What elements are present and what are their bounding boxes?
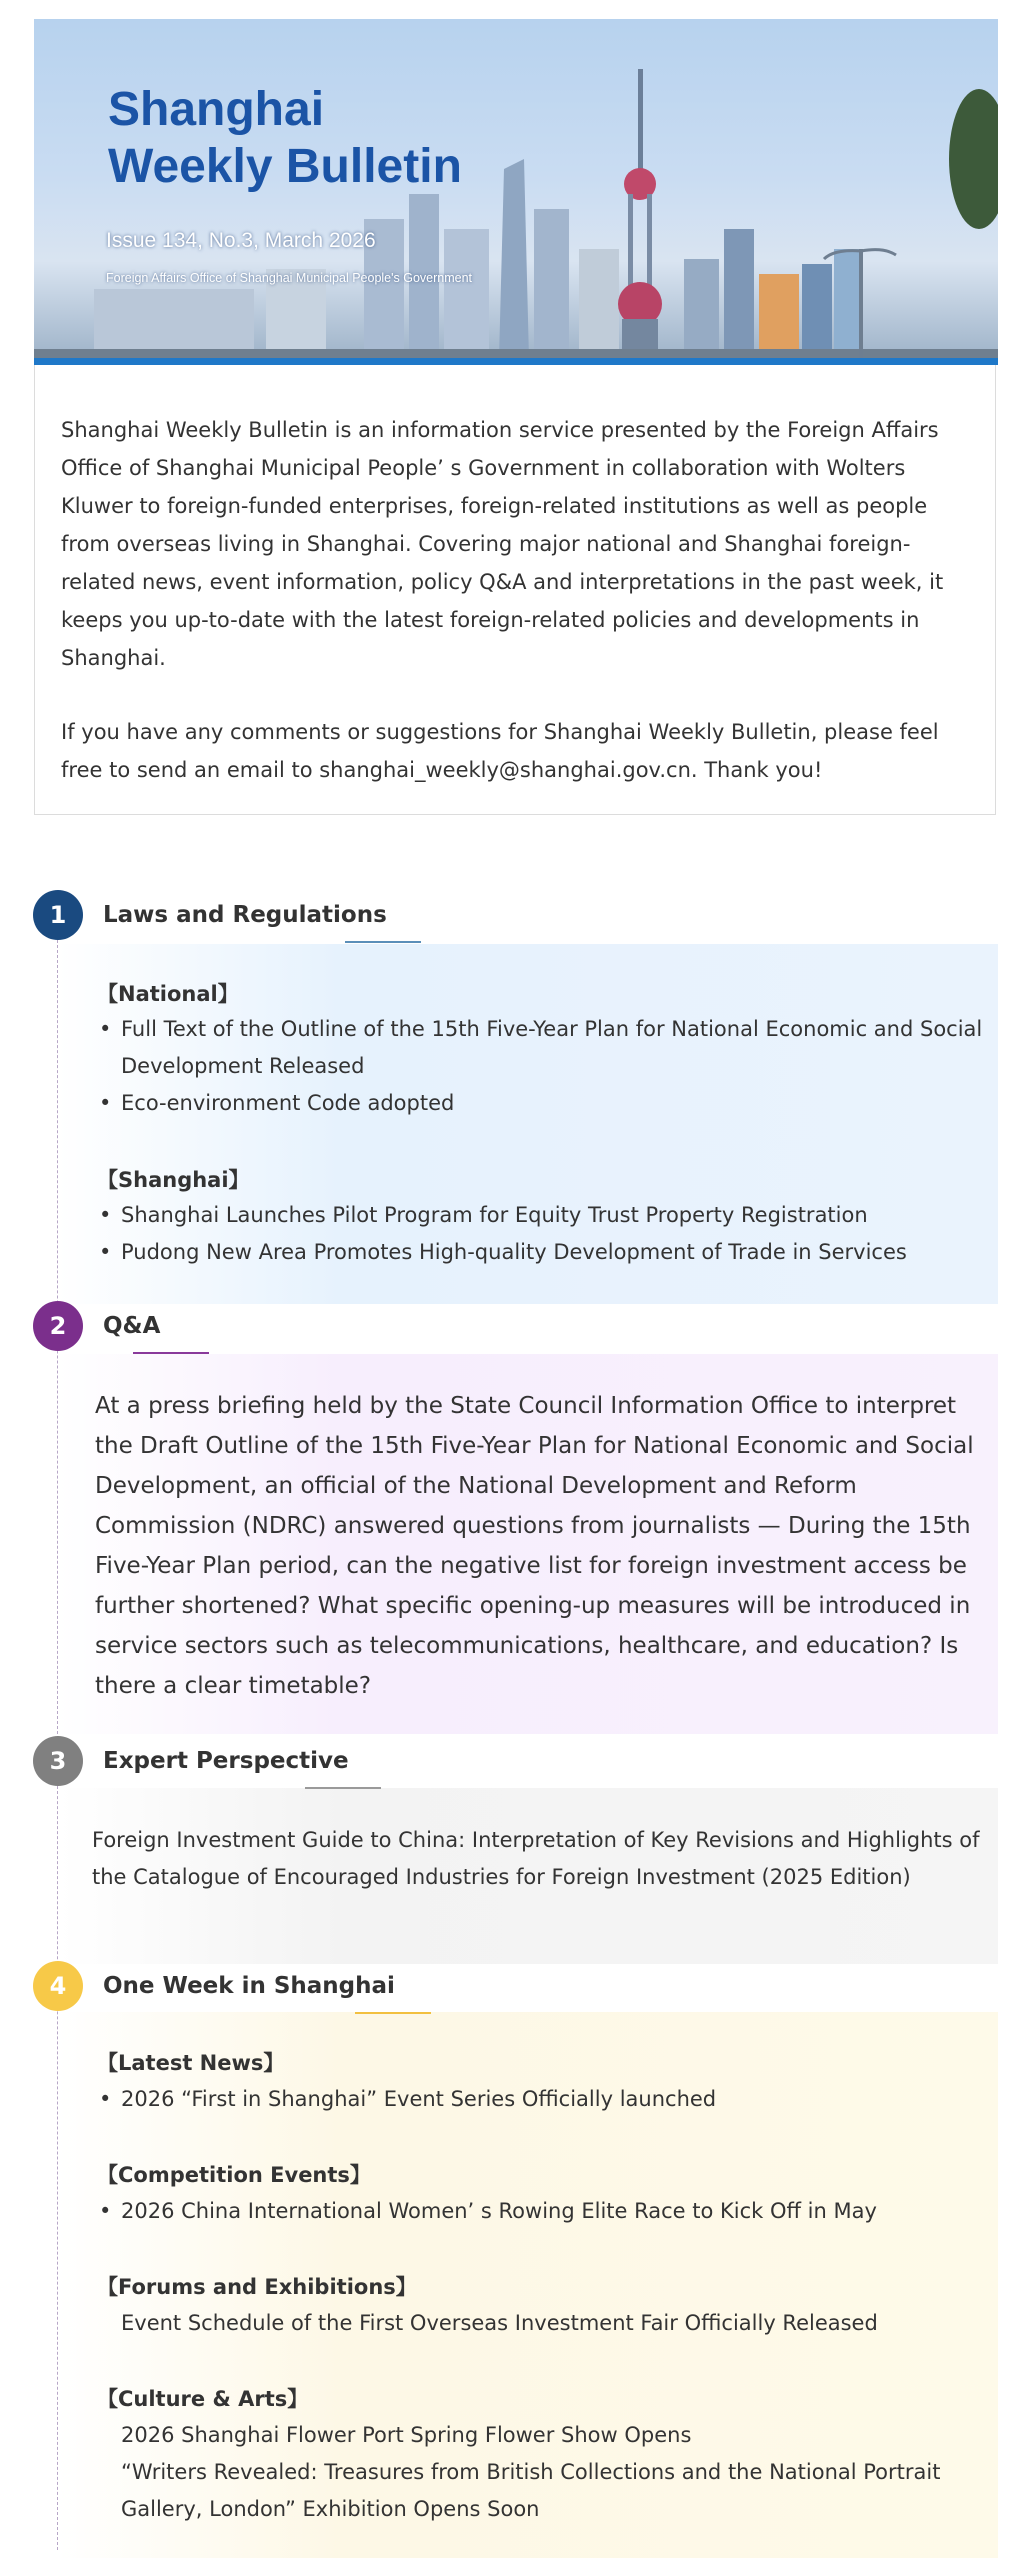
list-item[interactable]: • 2026 “First in Shanghai” Event Series Officially launched [121, 2081, 1001, 2118]
list-item[interactable]: “Writers Revealed: Treasures from British Collections and the National Portrait Gallery, London” Exhibition Opens Soon [121, 2460, 941, 2521]
list-item[interactable]: 2026 Shanghai Flower Port Spring Flower Show Opens [121, 2423, 692, 2447]
section-title: One Week in Shanghai [103, 1973, 395, 1999]
list-item[interactable]: • 2026 China International Women’ s Rowing Elite Race to Kick Off in May [121, 2193, 1001, 2230]
title-underline [355, 2012, 431, 2014]
expert-article-link[interactable]: Foreign Investment Guide to China: Interpretation of Key Revisions and Highlights of the Catalogue of Encouraged Industries for Foreign Investment (2025 Edition) [92, 1828, 980, 1889]
group-heading: 【Forums and Exhibitions】 [97, 2275, 417, 2299]
group-heading: 【National】 [97, 982, 239, 1006]
list-item[interactable]: • Pudong New Area Promotes High-quality Development of Trade in Services [121, 1234, 1001, 1271]
group-heading: 【Competition Events】 [97, 2163, 371, 2187]
title-line-1: Shanghai [108, 83, 325, 136]
list-item[interactable]: Event Schedule of the First Overseas Investment Fair Officially Released [121, 2311, 878, 2335]
header-banner [34, 19, 998, 365]
section-title: Expert Perspective [103, 1748, 349, 1774]
contact-paragraph: If you have any comments or suggestions for Shanghai Weekly Bulletin, please feel free to send an email to shanghai_weekly@shanghai.gov.cn. Thank you! [61, 720, 939, 782]
list-item[interactable]: • Shanghai Launches Pilot Program for Equity Trust Property Registration [121, 1197, 1001, 1234]
section-title: Laws and Regulations [103, 902, 387, 928]
title-line-2: Weekly Bulletin [108, 140, 462, 193]
group-heading: 【Culture & Arts】 [97, 2387, 309, 2411]
section-number-badge: 2 [33, 1301, 83, 1351]
publisher-org: Foreign Affairs Office of Shanghai Municipal People's Government [106, 271, 473, 285]
issue-info: Issue 134, No.3, March 2026 [106, 229, 376, 252]
banner-stripe [34, 358, 998, 365]
section-title: Q&A [103, 1313, 161, 1339]
group-heading: 【Latest News】 [97, 2051, 285, 2075]
intro-paragraph: Shanghai Weekly Bulletin is an information service presented by the Foreign Affairs Office of Shanghai Municipal People’ s Government in collaboration with Wolters Kluwer to foreign-funded enterprises, foreign-related institutions as well as people from overseas living in Shanghai. Covering major national and Shanghai foreign-related news, event information, policy Q&A and interpretations in the past week, it keeps you up-to-date with the latest foreign-related policies and developments in Shanghai. [61, 418, 944, 670]
title-underline [133, 1352, 209, 1354]
title-underline [345, 941, 421, 943]
section-number-badge: 3 [33, 1736, 83, 1786]
intro-box [34, 365, 996, 815]
title-underline [305, 1787, 381, 1789]
list-item[interactable]: • Full Text of the Outline of the 15th Five-Year Plan for National Economic and Social Development Released [121, 1011, 1001, 1085]
section-number-badge: 4 [33, 1961, 83, 2011]
list-item[interactable]: • Eco-environment Code adopted [121, 1085, 1001, 1122]
group-heading: 【Shanghai】 [97, 1168, 250, 1192]
bulletin-title [108, 81, 462, 195]
section-number-badge: 1 [33, 890, 83, 940]
qa-text: At a press briefing held by the State Council Information Office to interpret the Draft Outline of the 15th Five-Year Plan for National Economic and Social Development, an official of the National Development and Reform Commission (NDRC) answered questions from journalists — During the 15th Five-Year Plan period, can the negative list for foreign investment access be further shortened? What specific opening-up measures will be introduced in service sectors such as telecommunications, healthcare, and education? Is there a clear timetable? [95, 1393, 974, 1699]
